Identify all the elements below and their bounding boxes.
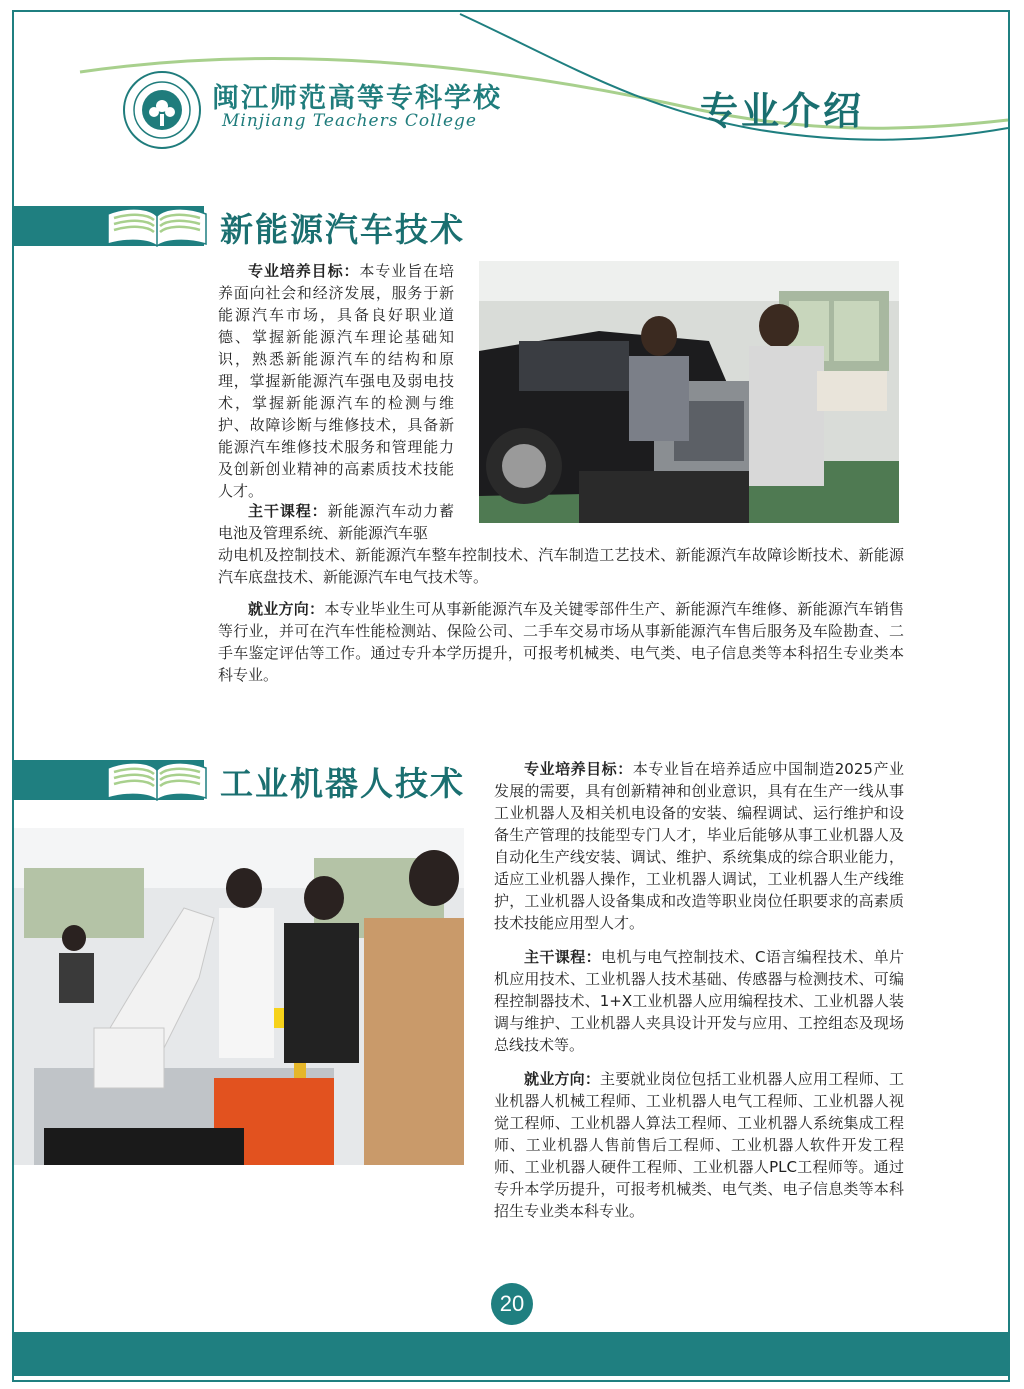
section1-goal-label: 专业培养目标：: [248, 262, 360, 280]
section1-courses-text-part1: 新能源汽车动力蓄电池及管理系统、新能源汽车驱: [218, 502, 454, 542]
section2-career-text: 主要就业岗位包括工业机器人应用工程师、工业机器人机械工程师、工业机器人电气工程师、工业机器人视觉工程师、工业机器人算法工程师、工业机器人系统集成工程师、工业机器人售前售后工程师、工业机器人软件开发工程师、工业机器人硬件工程师、工业机器人PLC工程师等。通过专升本学历提升，可报考机械类、电气类、电子信息类等本科招生专业类本科专业。: [494, 1070, 904, 1220]
section1-title: 新能源汽车技术: [220, 210, 465, 249]
page-heading: 专业介绍: [700, 89, 865, 133]
section2-title: 工业机器人技术: [220, 764, 465, 803]
open-book-icon: [104, 758, 210, 802]
section1-courses-label: 主干课程：: [248, 502, 328, 520]
school-name-en: Minjiang Teachers College: [222, 111, 477, 131]
section2-courses-text: 电机与电气控制技术、C语言编程技术、单片机应用技术、工业机器人技术基础、传感器与检测技术、可编程控制器技术、1+X工业机器人应用编程技术、工业机器人装调与维护、工业机器人夹具设计开发与应用、工控组态及现场总线技术等。: [494, 948, 904, 1054]
section1-courses-text-part2: 动电机及控制技术、新能源汽车整车控制技术、汽车制造工艺技术、新能源汽车故障诊断技术、新能源汽车底盘技术、新能源汽车电气技术等。: [218, 546, 904, 586]
footer-band: [14, 1332, 1010, 1376]
page-number: 20: [491, 1283, 533, 1325]
school-name-cn: 闽江师范高等专科学校: [212, 83, 502, 114]
section1-courses-a: [218, 500, 454, 544]
school-seal-icon: [122, 70, 202, 150]
section1-courses-b: [218, 544, 904, 588]
section1-career-label: 就业方向：: [248, 600, 325, 618]
open-book-icon: [104, 204, 210, 248]
section1-career-text: 本专业毕业生可从事新能源汽车及关键零部件生产、新能源汽车维修、新能源汽车销售等行业，并可在汽车性能检测站、保险公司、二手车交易市场从事新能源汽车售后服务及车险勘查、二手车鉴定评估等工作。通过专升本学历提升，可报考机械类、电气类、电子信息类等本科招生专业类本科专业。: [218, 600, 904, 684]
section2-goal: [494, 758, 904, 1234]
section1-career: [218, 598, 904, 686]
section2-career-label: 就业方向：: [524, 1070, 601, 1088]
section1-goal-text: 本专业旨在培养面向社会和经济发展，服务于新能源汽车市场，具备良好职业道德、掌握新能源汽车理论基础知识，熟悉新能源汽车的结构和原理，掌握新能源汽车强电及弱电技术，掌握新能源汽车的检测与维护、故障诊断与维修技术，具备新能源汽车维修技术服务和管理能力及创新创业精神的高素质技术技能人才。: [218, 262, 454, 500]
section2-goal-text: 本专业旨在培养适应中国制造2025产业发展的需要，具有创新精神和创业意识，具有在生产一线从事工业机器人及相关机电设备的安装、编程调试、运行维护和设备生产管理的技能型专门人才，毕业后能够从事工业机器人及自动化生产线安装、调试、维护、系统集成的综合职业能力，适应工业机器人操作，工业机器人调试，工业机器人生产线维护，工业机器人设备集成和改造等职业岗位任职要求的高素质技术技能应用型人才。: [494, 760, 904, 932]
industrial-robot-lab-photo: [14, 828, 464, 1165]
section2-courses-label: 主干课程：: [524, 948, 601, 966]
section2-goal-label: 专业培养目标：: [524, 760, 633, 778]
new-energy-vehicle-lab-photo: [479, 261, 899, 523]
section1-goal: [218, 260, 454, 502]
